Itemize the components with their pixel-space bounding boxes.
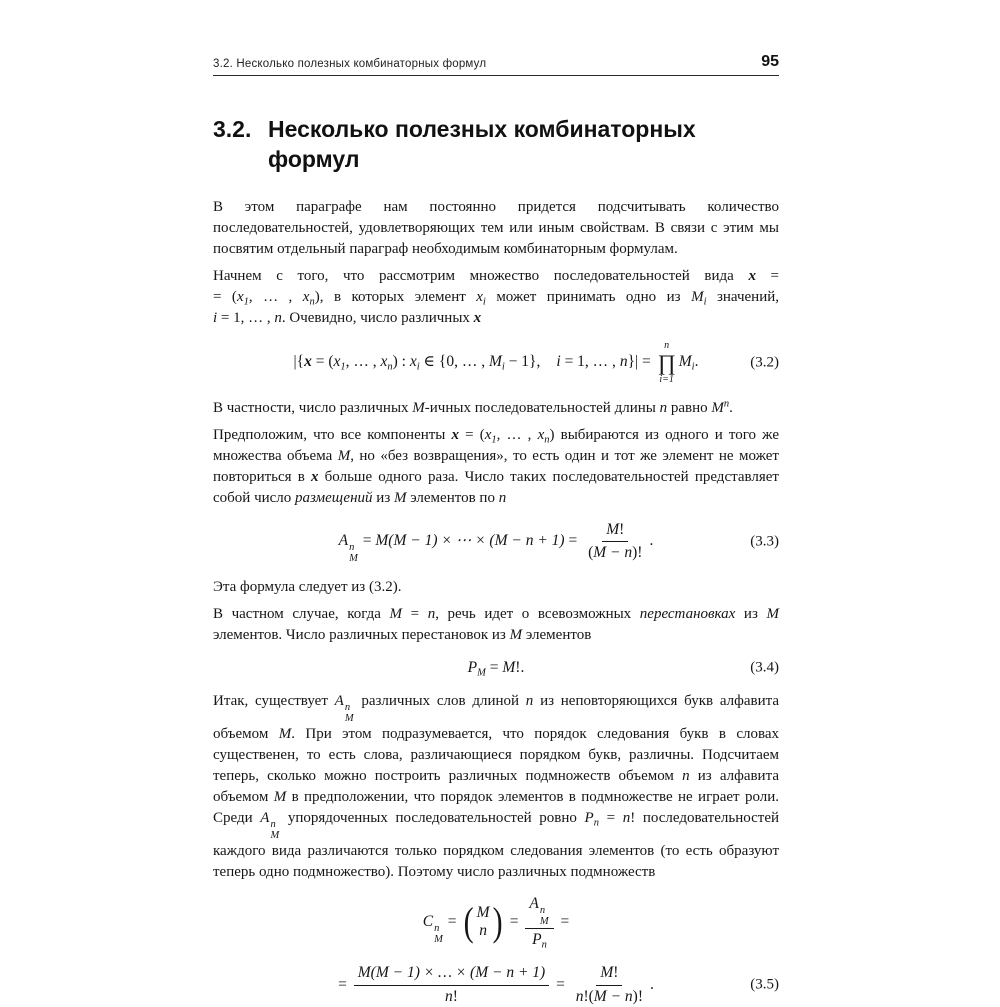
fraction [572,963,647,1006]
subscript: i [482,296,486,308]
text-run: = [358,532,376,550]
denominator [528,929,551,950]
text-run: . [649,532,654,550]
text-run: ! [619,521,625,538]
product-symbol: ∏ [657,349,676,375]
math-run: P [467,659,478,677]
text-run: )! [632,987,643,1005]
text-run: , … , [496,427,538,443]
subscript: n [544,434,550,446]
denominator [441,986,462,1007]
math-run: M [766,606,779,623]
text-run: ! [613,964,619,982]
math-vector: x [748,268,756,284]
text-run: Предположим, что все компоненты [213,427,452,443]
text-run: = ( [213,289,237,305]
text-run: |{ [293,353,305,371]
text-run: , … , [248,289,303,305]
text-run: Эта формула следует из (3.2). [213,579,402,596]
math-run: M [502,659,516,677]
text-column [213,0,779,1007]
italic-term: перестановках [639,606,736,623]
math-run: i [556,353,561,371]
paragraph [213,197,779,260]
paragraph-line [213,308,779,329]
text-run: = [443,912,461,930]
equation [213,657,779,678]
math-run: A [334,693,344,710]
math-run: M [509,627,523,644]
superscript: n [270,819,276,831]
math-run: M [273,789,287,806]
subscript: n [309,296,315,308]
math-run: n [525,693,534,710]
math-run: M [278,726,292,743]
section-number: 3.2. [213,116,252,142]
math-run: n [445,987,453,1005]
text-run: ( [588,544,594,562]
math-run: x [236,289,244,305]
math-run: M [412,400,425,416]
text-run: равно [667,400,712,416]
text-run: различных слов длиной [354,693,526,710]
subscript: M [270,830,280,842]
math-run: M − n [593,987,633,1005]
text-run: = ( [311,353,334,371]
denominator [584,542,646,563]
right-paren: ) [492,898,503,944]
text-run: ! последовательностей каждого вида различаются только порядком следования элементов (то есть образуют теперь одно подмножество). Поэтому число различных подмножеств [213,810,780,881]
subscript: n [593,817,599,829]
paragraph [213,398,779,419]
math-run: n [427,606,436,623]
math-run: n [274,310,282,326]
numerator [602,520,628,542]
text-run: из неповторяющихся букв алфавита объемом [213,693,779,743]
text-run: )! [632,544,643,562]
equation-number: (3.2) [750,354,779,370]
text-run: , … , [345,353,381,371]
math-run: M [389,606,403,623]
math-run: M(M − 1) × ⋯ × (M − n + 1) [375,532,565,550]
math-run: M [337,448,351,464]
text-run: элементов [522,627,592,644]
text-run: элементов по [406,490,499,506]
math-run: A [338,532,349,550]
text-run: }| = [627,353,655,371]
superscript: n [434,922,440,934]
subscript: i [691,361,695,373]
math-run: P [532,931,542,949]
page-body [213,197,779,1007]
paragraph [213,604,779,646]
equation-body [467,659,525,679]
subscript: M [477,667,486,679]
math-run: M [394,490,407,506]
section-title [213,114,779,174]
text-run: . При этом подразумевается, что порядок следования букв в словах существенен, то есть слова, различающиеся порядком букв, различны. Подсчитаем теперь, сколько можно построить различных подмножеств объемом [213,726,780,785]
product-operator [658,340,676,385]
math-run: A [529,895,539,913]
text-run: из алфавита объемом [213,768,779,806]
text-run: . [694,353,699,371]
subscript: 1 [243,296,249,308]
supsub-stack [270,819,279,841]
math-run: n [498,490,507,506]
equation-body [293,340,699,385]
supsub-stack [349,542,358,564]
text-run: = [338,975,351,993]
math-run: x [484,427,492,443]
equation-number: (3.5) [750,976,779,993]
equation [213,963,779,1006]
math-run: M [691,289,704,305]
text-run: − 1}, [504,353,541,371]
text-run: , речь идет о всевозможных [435,606,640,623]
product-upper-limit: n [664,340,670,351]
text-run: Начнем с того, что рассмотрим множество последовательностей вида [213,268,749,284]
equation [213,520,779,564]
math-run: M [678,353,692,371]
text-run: = [505,912,523,930]
math-run: M(M − 1) × … × (M − n + 1) [357,964,546,982]
text-run: = 1, … , [217,310,275,326]
supsub-stack [434,923,443,945]
superscript: n [539,905,546,917]
text-run: в предположении, что порядок элементов в подмножестве не играет роли. Среди [213,789,780,827]
text-run: ) : [392,353,410,371]
math-vector: x [310,469,319,485]
math-run: M [600,964,614,982]
equation-body [338,521,654,565]
paragraph [213,266,779,329]
math-run: n [575,987,584,1005]
text-run: !. [515,659,525,677]
numerator [596,963,622,985]
running-header [213,54,779,76]
paragraph-line [213,266,779,287]
text-run: = [755,268,779,284]
denominator [572,986,647,1007]
math-run: M [711,400,724,416]
equation-number: (3.4) [750,659,779,676]
paragraph [213,425,779,509]
supsub-stack [345,702,354,724]
math-run: C [422,912,434,930]
superscript: n [723,398,730,410]
text-run: , но «без возвращения», то есть один и тот же элемент не может повториться в [213,448,779,485]
math-run: x [476,289,483,305]
superscript: n [344,702,351,714]
text-run: значений, [706,289,780,305]
text-run: . [729,400,733,416]
subscript: n [387,361,393,373]
paragraph [213,691,779,883]
running-header-title: 3.2. Несколько полезных комбинаторных формул [213,58,487,70]
text-run: элементов. Число различных перестановок из [213,627,510,644]
text-run: В этом параграфе нам постоянно придется подсчитывать количество последовательностей, удовлетворяющих тем или иным свойствам. В связи с этим мы посвятим отдельный параграф необходимым комбинаторным формулам. [213,199,779,257]
math-run: A [260,810,270,827]
text-run: упорядоченных последовательностей ровно [280,810,585,827]
text-run: = [485,659,503,677]
math-run: i [213,310,218,326]
numerator [354,963,549,985]
superscript: n [349,542,355,554]
left-paren: ( [463,898,474,944]
math-run: M [488,353,502,371]
math-run: x [409,353,417,371]
math-vector: x [304,353,312,371]
text-run: из [372,490,394,506]
text-run: Итак, существует [213,693,335,710]
numerator [525,894,553,929]
subscript: M [344,713,354,725]
fraction [584,520,646,563]
subscript: i [501,361,505,373]
text-run: !( [583,987,594,1005]
fraction [354,963,549,1006]
text-run: = [556,912,570,930]
subscript: M [539,916,549,928]
equation-body [422,895,570,951]
binom-stack [476,904,491,941]
subscript: i [703,296,707,308]
math-run: M − n [593,544,633,562]
text-run: = [564,532,582,550]
equation [213,340,779,385]
text-run: = 1, … , [560,353,620,371]
math-run: n [659,400,668,416]
math-run: n [682,768,690,785]
math-run: x [333,353,341,371]
text-run: может принимать одно из [485,289,692,305]
math-run: M [606,521,620,538]
text-run: . [650,975,654,993]
paragraph-line [213,287,779,308]
math-vector: x [473,310,482,326]
product-lower-limit: i=1 [659,373,674,385]
text-run: = [598,810,623,827]
text-run: В частном случае, когда [213,606,390,623]
text-run: больше одного раза. Число таких последовательностей представляет собой число [213,469,779,506]
math-run: x [302,289,310,305]
subscript: M [349,553,358,565]
fraction [525,894,553,950]
text-run: ), в которых элемент [314,289,477,305]
equation-number: (3.3) [750,533,779,550]
text-run: = ( [459,427,485,443]
subscript: 1 [340,361,346,373]
subscript: M [434,933,443,945]
math-vector: x [451,427,460,443]
math-run: n [479,922,487,940]
math-run: n [619,353,628,371]
text-run: = [402,606,428,623]
text-run: ! [452,987,458,1005]
text-run: -ичных последовательностей длины [424,400,660,416]
binomial-coefficient [462,898,504,944]
page-number: 95 [761,53,779,70]
text-run: В частности, число различных [213,400,413,416]
subscript: n [541,939,547,951]
math-run: x [380,353,388,371]
text-run: ) выбираются из одного и того же множества объема [213,427,779,464]
italic-term: размещений [295,490,373,506]
section-title-text: Несколько полезных комбинаторных формул [268,116,696,172]
subscript: 1 [491,434,497,446]
text-run: . Очевидно, число различных [281,310,474,326]
math-run: P [584,810,594,827]
equation [213,894,779,950]
supsub-stack [540,905,549,927]
math-run: x [537,427,545,443]
paragraph [213,577,779,598]
subscript: i [416,361,420,373]
text-run: = [552,975,569,993]
text-run: из [735,606,767,623]
math-run: n [622,810,631,827]
math-run: M [476,903,490,921]
text-run: ∈ {0, … , [419,353,489,371]
